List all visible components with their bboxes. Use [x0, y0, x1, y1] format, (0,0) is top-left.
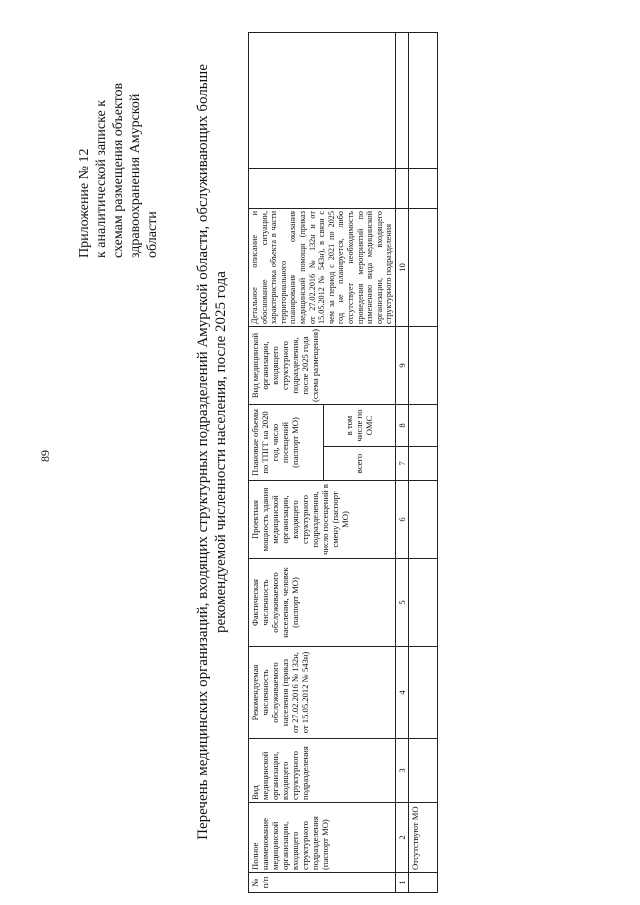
appendix-line: здравоохранения Амурской: [128, 93, 143, 258]
appendix-line: схемам размещения объектов: [111, 82, 126, 258]
header-org-type: Вид медицинской организации, входящего структурного подразделения: [249, 739, 396, 803]
organizations-table: [248, 32, 438, 893]
table-header-row: [249, 33, 324, 893]
table-cell: [408, 405, 437, 447]
column-number-empty: [395, 169, 408, 209]
header-org-name: Полное наименование медицинской организации, входящего структурного подразделения (паспорт МО): [249, 803, 396, 873]
column-number: 10: [395, 209, 408, 327]
column-number: 7: [395, 447, 408, 481]
table-cell: [408, 327, 437, 405]
table-cell: [408, 739, 437, 803]
column-number: 1: [395, 873, 408, 893]
row-org-name: Отсутствуют МО: [408, 803, 437, 873]
column-number: 9: [395, 327, 408, 405]
appendix-line: к аналитической записке к: [94, 99, 109, 258]
table-cell: [408, 209, 437, 327]
appendix-block: [76, 58, 161, 258]
table-row: [408, 33, 437, 893]
header-planned-total: всего: [323, 447, 395, 481]
column-number-empty: [395, 33, 408, 169]
header-recommended-population: [249, 647, 396, 739]
header-recommended-part1: Рекомендуемая численность обслуживаемого населения (приказ: [250, 658, 290, 727]
header-description: Детальное описание и обоснование ситуации, характеристика объекта в части территориального планирования оказания медицинской помощи (приказ от 27.02.2016 № 132н и от 15.05.2012 № 543н), в связи с чем за период с 2021 по 2025 год не планируется, либо отсутствует необходимость проведения мероприятий по изменению вида медицинской организации, входящего структурного подразделения: [249, 209, 396, 327]
header-number: № п/п: [249, 873, 396, 893]
header-type-after-2025: Вид медицинской организации, входящего структурного подразделения, после 2025 года (схема размещения): [249, 327, 396, 405]
table-cell: [408, 447, 437, 481]
column-number: 6: [395, 481, 408, 559]
column-number: 4: [395, 647, 408, 739]
title-line-1: Перечень медицинских организаций, входящих структурных подразделений Амурской области, обслуживающих больше: [195, 64, 211, 840]
header-capacity: Проектная мощность здания медицинской организации, входящего структурного подразделения, число посещений в смену (паспорт МО): [249, 481, 396, 559]
table-cell: [408, 559, 437, 647]
header-empty-1: [249, 169, 396, 209]
column-number: 5: [395, 559, 408, 647]
document-title: [194, 52, 230, 852]
table-cell: [408, 169, 437, 209]
table-cell: [408, 33, 437, 169]
row-number: [408, 873, 437, 893]
title-line-2: рекомендуемой численности населения, после 2025 года: [213, 271, 229, 633]
header-planned-volumes: Плановые объемы по ТПГГ на 2020 год, число посещений (паспорт МО): [249, 405, 324, 481]
appendix-line: Приложение № 12: [77, 148, 92, 258]
column-number: 2: [395, 803, 408, 873]
table-numbering-row: [395, 33, 408, 893]
column-number: 3: [395, 739, 408, 803]
header-planned-oms: в том числе по ОМС: [323, 405, 395, 447]
column-number: 8: [395, 405, 408, 447]
appendix-line: области: [145, 211, 160, 258]
table-cell: [408, 481, 437, 559]
header-recommended-part2: от 27.02.2016 № 132н, от 15.05.2012 № 543н): [290, 651, 310, 734]
table-cell: [408, 647, 437, 739]
header-actual-population: Фактическая численность обслуживаемого населения, человек (паспорт МО): [249, 559, 396, 647]
page-number: 89: [38, 450, 52, 462]
organizations-table-wrapper: [248, 33, 420, 893]
header-empty-2: [249, 33, 396, 169]
